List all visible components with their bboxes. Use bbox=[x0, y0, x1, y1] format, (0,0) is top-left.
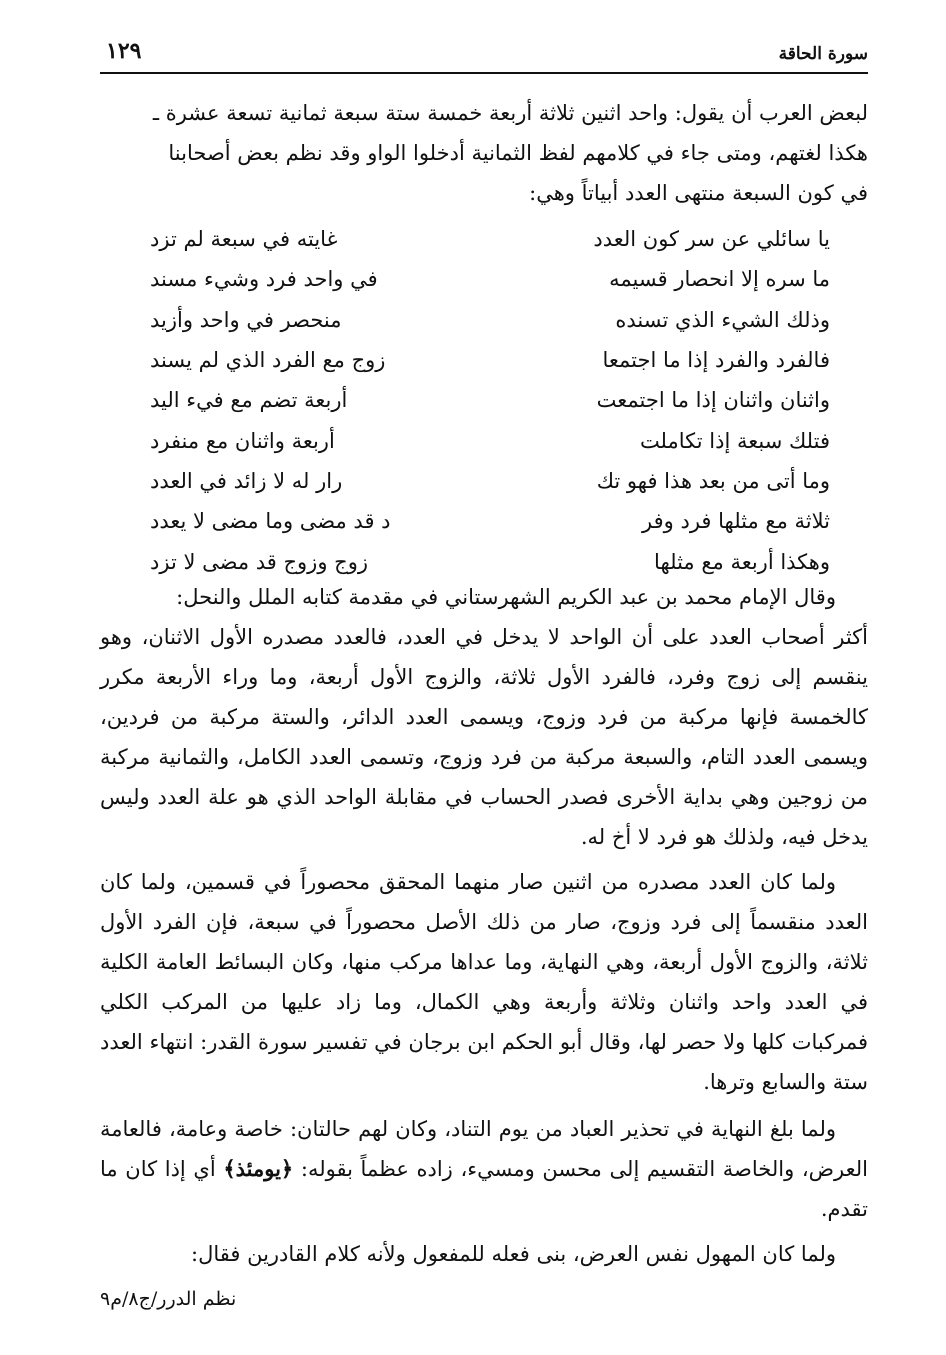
verse-row bbox=[150, 420, 830, 460]
verse-second-hemistich: في واحد فرد وشيء مسند bbox=[150, 267, 378, 292]
paragraph-text: ولما كان العدد مصدره من اثنين صار منهما المحقق محصوراً في قسمين، ولما كان العدد منقسماً إلى فرد وزوج، صار من ذلك الأصل محصوراً في سبعة، فإن الفرد الأول ثلاثة، والزوج الأول أربعة، وهي النهاية، وما عداها مركب منها، وكان البسائط العامة الكلية في العدد واحد واثنان وثلاثة وأربعة وهي الكمال، وما زاد عليها من المركب الكلي فمركبات كلها ولا حصر لها، وقال أبو الحكم ابن برجان في تفسير سورة القدر: انتهاء العدد ستة والسابع وترها. bbox=[100, 870, 868, 1094]
verse-first-hemistich: فالفرد والفرد إذا ما اجتمعا bbox=[602, 348, 830, 373]
verse-first-hemistich: واثنان واثنان إذا ما اجتمعت bbox=[596, 388, 830, 413]
shahrastani-lead: وقال الإمام محمد بن عبد الكريم الشهرستاني في مقدمة كتابه الملل والنحل: bbox=[176, 585, 836, 609]
intro-paragraph bbox=[100, 93, 868, 213]
verse-first-hemistich: وهكذا أربعة مع مثلها bbox=[654, 549, 830, 574]
paragraph-two bbox=[100, 862, 868, 1102]
surah-title: سورة الحاقة bbox=[778, 44, 868, 64]
verse-first-hemistich: وذلك الشيء الذي تسنده bbox=[615, 307, 830, 332]
poem bbox=[150, 219, 830, 582]
verse-second-hemistich: أربعة واثنان مع منفرد bbox=[150, 428, 335, 453]
verse-row bbox=[150, 340, 830, 380]
paragraph-four bbox=[100, 1234, 868, 1274]
page-number: ١٢٩ bbox=[106, 38, 142, 64]
verse-second-hemistich: رار له لا زائد في العدد bbox=[150, 468, 343, 493]
intro-line: لبعض العرب أن يقول: واحد اثنين ثلاثة أربعة خمسة ستة سبعة ثمانية تسعة عشرة ـ bbox=[152, 101, 868, 125]
paragraph-text: ولما كان المهول نفس العرض، بنى فعله للمفعول ولأنه كلام القادرين فقال: bbox=[191, 1242, 836, 1266]
intro-line: هكذا لغتهم، ومتى جاء في كلامهم لفظ الثمانية أدخلوا الواو وقد نظم بعض أصحابنا bbox=[168, 141, 868, 165]
intro-line: في كون السبعة منتهى العدد أبياتاً وهي: bbox=[529, 181, 868, 205]
verse-row bbox=[150, 219, 830, 259]
verse-first-hemistich: وما أتى من بعد هذا فهو تك bbox=[596, 468, 830, 493]
verse-second-hemistich: د قد مضى وما مضى لا يعدد bbox=[150, 509, 391, 534]
verse-second-hemistich: منحصر في واحد وأزيد bbox=[150, 307, 342, 332]
verse-second-hemistich: زوج وزوج قد مضى لا تزد bbox=[150, 549, 368, 574]
paragraph-text bbox=[100, 1109, 868, 1229]
verse-row bbox=[150, 541, 830, 581]
verse-row bbox=[150, 300, 830, 340]
verse-second-hemistich: أربعة تضم مع فيء اليد bbox=[150, 388, 348, 413]
shahrastani-quote: أكثر أصحاب العدد على أن الواحد لا يدخل في العدد، فالعدد مصدره الأول الاثنان، وهو ينقسم إلى زوج وفرد، فالفرد الأول ثلاثة، والزوج الأول أربعة، وما وراء الأربعة مكرر كالخمسة فإنها مركبة من فرد وزوج، ويسمى العدد الدائر، والستة مركبة من فردين، ويسمى العدد التام، والسبعة مركبة من فرد وزوج، وتسمى العدد الكامل، والثمانية مركبة من زوجين وهي بداية الأخرى فصدر الحساب في مقابلة الواحد الذي هو علة العدد وليس يدخل فيه، ولذلك هو فرد لا أخ له. bbox=[100, 625, 868, 849]
verse-first-hemistich: يا سائلي عن سر كون العدد bbox=[593, 227, 830, 252]
verse-first-hemistich: ما سره إلا انحصار قسيمه bbox=[609, 267, 830, 292]
verse-second-hemistich: زوج مع الفرد الذي لم يسند bbox=[150, 348, 386, 373]
page-signature: نظم الدرر/ج٨/م٩ bbox=[100, 1288, 237, 1310]
verse-second-hemistich: غايته في سبعة لم تزد bbox=[150, 227, 338, 252]
verse-row bbox=[150, 501, 830, 541]
verse-row bbox=[150, 380, 830, 420]
quran-quote: ﴿يومئذ﴾ bbox=[223, 1156, 294, 1181]
page-header bbox=[100, 34, 868, 74]
shahrastani-section bbox=[100, 577, 868, 857]
paragraph-three-before: ولما بلغ النهاية في تحذير العباد من يوم التناد، وكان لهم حالتان: خاصة وعامة، فالعامة العرض، والخاصة التقسيم إلى محسن ومسيء، زاده عظماً بقوله: bbox=[100, 1117, 868, 1181]
verse-first-hemistich: فتلك سبعة إذا تكاملت bbox=[639, 428, 830, 453]
verse-row bbox=[150, 461, 830, 501]
verse-first-hemistich: ثلاثة مع مثلها فرد وفر bbox=[642, 509, 830, 534]
paragraph-three-after: أي إذا كان ما تقدم. bbox=[100, 1157, 868, 1221]
paragraph-three bbox=[100, 1109, 868, 1229]
verse-row bbox=[150, 259, 830, 299]
